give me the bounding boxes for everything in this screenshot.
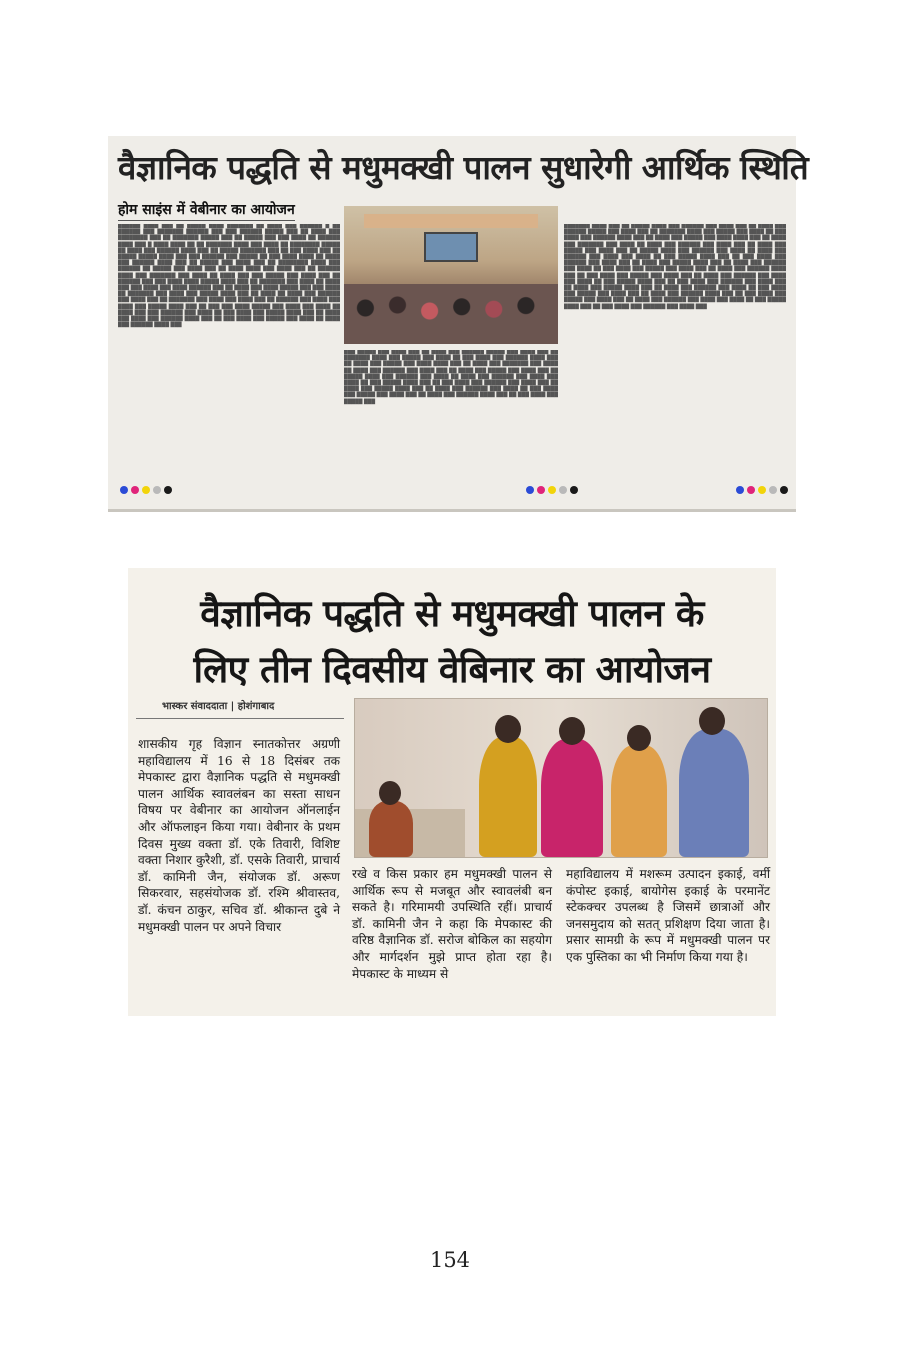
photo-person-head (495, 715, 521, 743)
registration-dot (736, 486, 744, 494)
registration-dot (747, 486, 755, 494)
photo-person (479, 737, 537, 857)
registration-dot (526, 486, 534, 494)
registration-dot (758, 486, 766, 494)
audience (344, 284, 558, 344)
registration-dot (164, 486, 172, 494)
clipping1-illegible-text: ███████ ████ ███ ██ █████ ████ ███ ██████ ███ ████ ███ ██ ████ ███ ██████ █████ ███ ████ ███ ██ ███████ ████ ███ █████ ███ ████ ██ ███ ████ ███ ██████ ████ ███ ██ ████ ███ █████ ███ ████ ████ ███ ██ ████ ███ ███████ ███ ████ ██ ████ ███ ██████ ███ ████ ███ ██ ████ ███ █████ ███ ████ ███ ██ █████ ████ ███ ██████ ███ ████ ██ ████ ███ ██████ ███ ████ ███ ████ ██ ███ █████ ████ ███ ██ ███ ████ ███ ██████ ███ ████ ███ ██ ████ ███ █████ ████ ███ ██ ████ ███ ██████ ███ ████ ██ ███ ████ ███ █████ ███ ████ ███ ██ ████ ███ ██████ ████ ███ ██ ███ ████ ███ █████ ███ ████ ███ ██ ████ ███ ██████ ███ ████ ███ ████ ██ ███ █████ ████ ███ ██ ███ ████ ███ ██████ ███ ████ ███ ██ ████ ███ █████ ████ ███ ██ ████ ███ ██████ ███ ████ ██ ███ ████ ███ █████ ███ ████ ███ ██ ████ ███ ██████ ████ ███ ██ ███ ████ ███ █████ ███ ████ ███ ██ ████ ███ ██████ ███ ████ ███ ████ ██ ███ █████ ████ ███ ██ ███ ████ ███ ██████ ███ ████ ███ (564, 224, 786, 310)
registration-dot (548, 486, 556, 494)
clipping1-illegible-text: ███ █████ ███ ████ ███ ██ ████ ███ ██████ █████ ███ ████ ███ ██ ███████ ████ ███ █████ ███ ████ ██ ███ ████ ███ ██████ ████ ███ ██ ████ ███ █████ ███ ████ ████ ███ ██ ████ ███ ███████ ███ ████ ██ ████ ███ ██████ ███ ████ ███ ██ ████ ███ █████ ███ ████ ███ ██ █████ ████ ███ ██████ ███ ████ ██ ████ ███ ██████ ███ ████ ███ ████ ██ ███ █████ ████ ███ ██ ███ ████ ███ ██████ ███ ████ ███ ██ ████ ███ █████ ████ ███ ██ ████ ███ ██████ ███ ████ ██ ███ ████ ███ █████ ███ ████ ███ ██ ████ ███ ██████ ████ ███ ██ ███ ████ ███ █████ ███ (344, 350, 558, 405)
clipping1-column-2 (344, 350, 558, 474)
registration-dot (570, 486, 578, 494)
registration-marks-center (526, 486, 578, 494)
registration-dot (780, 486, 788, 494)
clipping2-headline-line2: लिए तीन दिवसीय वेबिनार का आयोजन (193, 648, 711, 691)
registration-dot (559, 486, 567, 494)
clipping1-headline: वैज्ञानिक पद्धति से मधुमक्खी पालन सुधारेगी आर्थिक स्थिति (118, 148, 809, 187)
photo-person-head (379, 781, 401, 805)
registration-dot (769, 486, 777, 494)
registration-dot (153, 486, 161, 494)
photo-person-head (559, 717, 585, 745)
photo-person-head (699, 707, 725, 735)
clipping1-photo (344, 206, 558, 344)
photo-person (541, 739, 603, 857)
projector-screen (424, 232, 478, 262)
clipping2-column-1: शासकीय गृह विज्ञान स्नातकोत्तर अग्रणी महाविद्यालय में 16 से 18 दिसंबर तक मेपकास्ट द्वारा वैज्ञानिक पद्धति से मधुमक्खी पालन आर्थिक स्वावलंबन का सस्ता साधन विषय पर वेबीनार का आयोजन ऑनलाईन और ऑफलाइन किया गया। वेबीनार के प्रथम दिवस मुख्य वक्ता डॉ. एके तिवारी, विशिष्ट वक्ता निशार कुरैशी, डॉ. एसके तिवारी, प्राचार्य डॉ. कामिनी जैन, संयोजक डॉ. अरूण सिकरवार, सहसंयोजक डॉ. रश्मि श्रीवास्तव, डॉ. कंचन ठाकुर, सचिव डॉ. श्रीकान्त दुबे ने मधुमक्खी पालन पर अपने विचार (138, 737, 340, 934)
clipping1-illegible-text: ██████ ████ ███ ██ █████ ████ ███████ ██ ████ ███ ██████ █ ██ ██████ ███ ███████ ██████ ███ ███ ██████ █████ ███ ██ ████ ███ ████████ ███ ██ ███████ █████ ███ ██ █████ ███ ███ ████ ██ ██████ ████ ███ █ ████ ████ ██ ██ ███████ ████ ███ ████ ██ ████████ █████ ██ ████ ███ ██████ ████ ███ ██ █████ ███████ ███ ██ ███ ████ ███ ██ █████ █████ ████ ███ ███ ██████ ███ █████ ██ ███ ████ ████ ██ ████ ███ ██████ ████ ███ ██ █████ ███ ████ ███ ██ ████████ ████ ███ ██████ ██ █████ ███ ████ ███ ██ ████ ████ ███ ████ ███ ██ ██████ ████ ███ ███████ ███ ████ ██ ████ ███ ███ █████ ███ ████ ███ ██ ██████ ███ ███ ████ ████ █████ ████ ███ ██ ███████ ███ ████ ██ ████ ███ ███ ████ ███ ████ ██████ ███ ██ ████ ███ ████ █████ ███ ███ ████ ██ ███████ ███ ████ ███ █████ ████ ███ ██ ████ ██ ████ ███ ██████ ███ ████ ███ ██ ███████ ███ ████ ███ ████ ███ ██ ██████ ███ ████ ███ ████ ███ █████ ████ ███ ██ ███ ███ ████ █████ ███ ████ ███ ████ ██ ████ ███ ███ ██████ ███ ████ ██ ███ ████ ███ █████ ████ ███ ██ ████ ███ ████ ███ ██████ ████ ███ ██ ███ ████ ███ █████ ███ ████ ██ ████ ███ ██████ ████ ███ (118, 224, 340, 329)
clipping1-subheadline: होम साइंस में वेबीनार का आयोजन (118, 200, 295, 221)
stage-banner (364, 214, 538, 228)
registration-dot (120, 486, 128, 494)
page-number: 154 (429, 1248, 471, 1272)
clipping2-column-3: महाविद्यालय में मशरूम उत्पादन इकाई, वर्मी कंपोस्ट इकाई, बायोगेस इकाई के परमानेंट स्टेकक्चर उपलब्ध है जिसमें छात्राओं और जनसमुदाय को सतत् प्रशिक्षण दिया जाता है। प्रसार सामग्री के रूप में मधुमक्खी पालन पर एक पुस्तिका का भी निर्माण किया गया है। (566, 867, 770, 964)
registration-dot (537, 486, 545, 494)
photo-person (369, 801, 413, 857)
photo-person (679, 729, 749, 857)
clipping2-headline-line1: वैज्ञानिक पद्धति से मधुमक्खी पालन के (200, 592, 704, 635)
photo-person-head (627, 725, 651, 751)
registration-dot (142, 486, 150, 494)
byline-divider (136, 718, 344, 719)
clipping2-photo (354, 698, 768, 858)
registration-dot (131, 486, 139, 494)
photo-person (611, 745, 667, 857)
registration-marks-left (120, 486, 172, 494)
clipping2-column-2: रखे व किस प्रकार हम मधुमक्खी पालन से आर्थिक रूप से मजबूत और स्वावलंबी बन सकते है। गरिमामयी उपस्थिति रहीं। प्राचार्य डॉ. कामिनी जैन ने कहा कि मेपकास्ट की वरिष्ठ वैज्ञानिक डॉ. सरोज बोकिल का सहयोग और मार्गदर्शन मुझे प्राप्त होता रहा है। मेपकास्ट के माध्यम से (352, 867, 552, 981)
news-clipping-1 (108, 136, 809, 512)
clipping1-column-1 (118, 224, 340, 474)
registration-marks-right (736, 486, 788, 494)
clipping2-byline: भास्कर संवाददाता | होशंगाबाद (162, 701, 275, 712)
clipping1-column-3 (564, 224, 786, 474)
news-clipping-2 (128, 568, 776, 1016)
